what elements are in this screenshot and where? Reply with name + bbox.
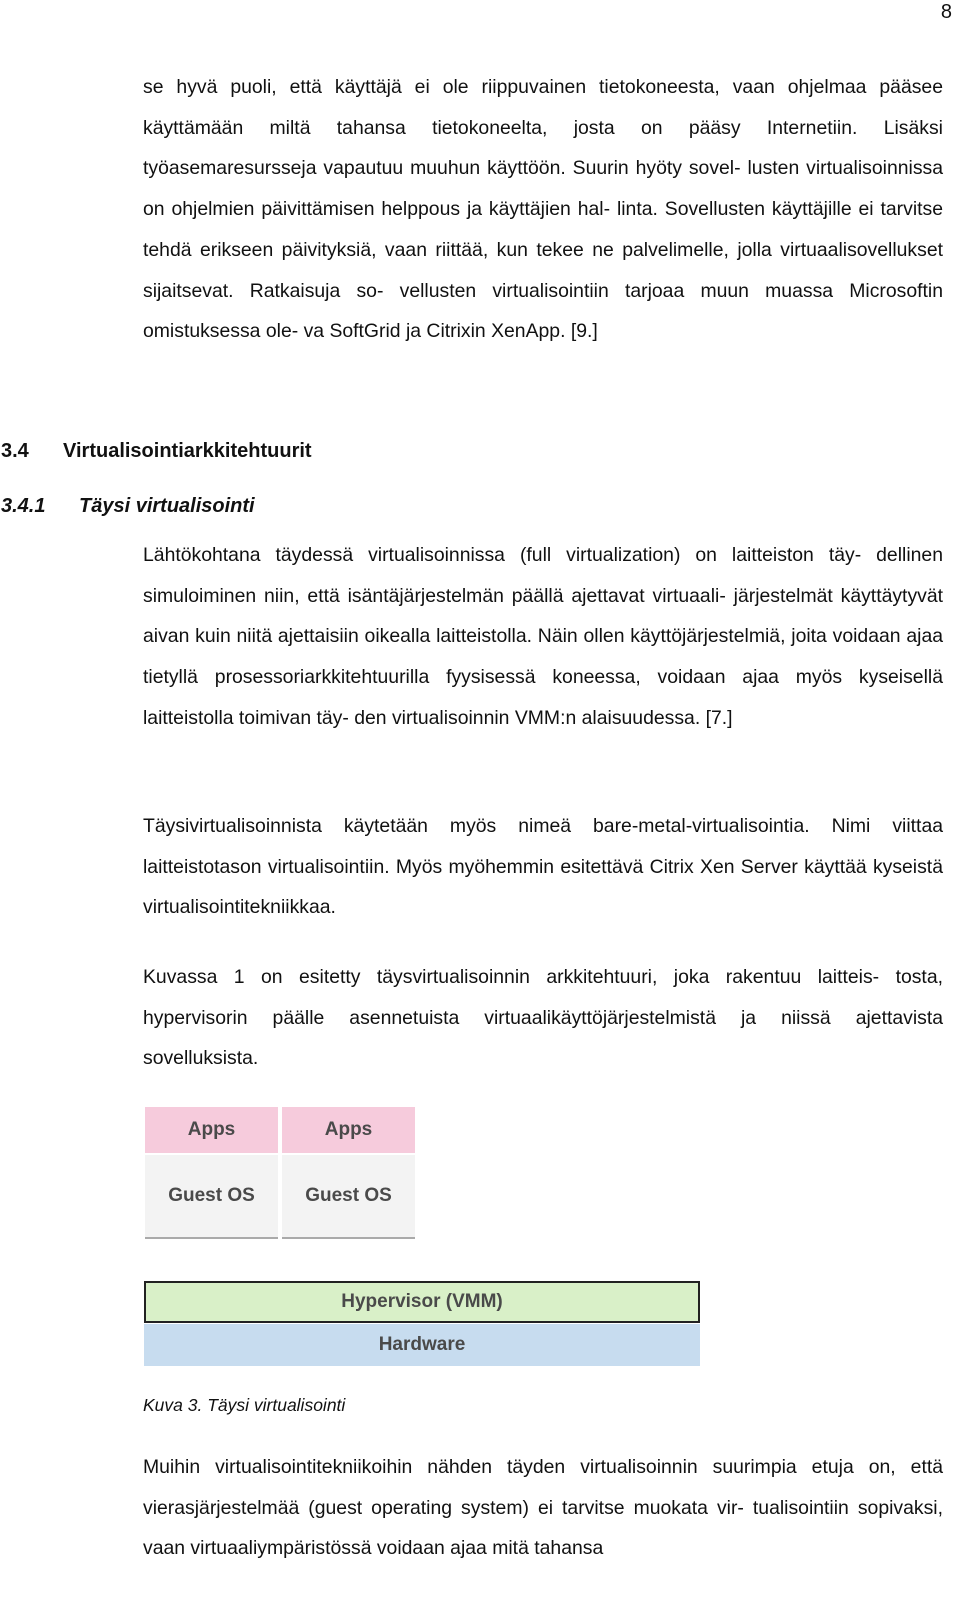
text-line: viittaa laitteistotason virtualisointiin. Myös myöhemmin esitettävä Citrix Xen [143, 815, 944, 878]
text-line: lusten virtualisoinnissa on ohjelmien päivittämisen helppous ja käyttäjien hal- [143, 157, 943, 221]
hypervisor-box [144, 1281, 700, 1323]
text-line: tosta, hypervisorin päälle asennetuista virtuaalikäyttöjärjestelmistä ja niissä [143, 966, 943, 1029]
text-line: vellusten virtualisointiin tarjoaa muun muassa Microsoftin omistuksessa ole- [143, 279, 943, 343]
text-line: tualisointiin sopivaksi, vaan virtuaaliympäristössä voidaan ajaa mitä tahansa [143, 1496, 943, 1560]
text-line: ollen käyttöjärjestelmiä, joita voidaan ajaa tietyllä prosessoriarkkitehtuurilla [143, 625, 944, 689]
text-line: Lisäksi työasemaresursseja vapautuu muuhun käyttöön. Suurin hyöty sovel- [143, 116, 943, 180]
hardware-box [144, 1324, 700, 1366]
guest-os-label-1: Guest OS [168, 1185, 255, 1206]
section-title: Virtualisointiarkkitehtuurit [63, 440, 312, 462]
text-line: Server käyttää kyseistä virtualisointitekniikkaa. [143, 855, 943, 919]
subsection-title: Täysi virtualisointi [79, 495, 255, 517]
guest-os-box-1 [145, 1155, 278, 1239]
page-number: 8 [940, 1, 952, 23]
apps-box-1 [145, 1107, 278, 1153]
text-line: Muihin virtualisointitekniikoihin nähden täyden virtualisoinnin suurimpia etuja [143, 1456, 854, 1478]
architecture-figure [143, 1105, 703, 1367]
guest-os-label-2: Guest OS [305, 1185, 392, 1206]
paragraph-advantages [143, 1447, 943, 1569]
paragraph-architecture [143, 957, 943, 1079]
text-line: kun tekee ne palvelimelle, jolla virtuaalisovellukset sijaitsevat. Ratkaisuja so- [143, 238, 943, 302]
paragraph-bare-metal [143, 806, 943, 928]
text-line: pääsee käyttämään miltä tahansa tietokoneelta, josta on pääsy Internetiin. [143, 76, 943, 139]
guest-os-box-2 [282, 1155, 415, 1239]
text-line: va SoftGrid ja Citrixin XenApp. [9.] [303, 320, 598, 343]
text-line: se hyvä puoli, että käyttäjä ei ole riippuvainen tietokoneesta, vaan ohjelmaa [143, 76, 867, 98]
apps-box-2 [282, 1107, 415, 1153]
text-line: on, että vierasjärjestelmää (guest operating system) ei tarvitse muokata vir- [143, 1456, 944, 1519]
hardware-label: Hardware [378, 1334, 466, 1355]
text-line: Täysivirtualisoinnista käytetään myös nimeä bare-metal-virtualisointia. Nimi [143, 815, 871, 837]
text-line: linta. Sovellusten käyttäjille ei tarvitse tehdä erikseen päivityksiä, vaan riittää, [143, 198, 943, 261]
text-line: dellinen simuloiminen niin, että isäntäjärjestelmän päällä ajettavat virtuaali- [143, 544, 943, 607]
apps-label-1: Apps [187, 1119, 236, 1140]
text-line: Lähtökohtana täydessä virtualisoinnissa (full virtualization) on laitteiston täy- [143, 544, 862, 566]
subsection-number: 3.4.1 [1, 495, 46, 517]
text-line: ajettavista sovelluksista. [143, 1006, 943, 1070]
section-number: 3.4 [1, 440, 29, 462]
text-line: järjestelmät käyttäytyvät aivan kuin niitä ajettaisiin oikealla laitteistolla. Näin [143, 584, 944, 648]
paragraph-full-virtualization [143, 535, 943, 739]
intro-paragraph [143, 67, 943, 352]
text-line: Kuvassa 1 on esitetty täysvirtualisoinnin arkkitehtuuri, joka rakentuu laitteis- [143, 966, 880, 988]
figure-caption: Kuva 3. Täysi virtualisointi [143, 1395, 346, 1415]
subsection-heading [1, 491, 255, 521]
text-line: den virtualisoinnin VMM:n alaisuudessa. [7.] [354, 706, 733, 729]
section-heading [1, 436, 312, 466]
hypervisor-label: Hypervisor (VMM) [341, 1291, 503, 1312]
apps-label-2: Apps [324, 1119, 373, 1140]
text-line: fyysisessä koneessa, voidaan ajaa myös kyseisellä laitteistolla toimivan täy- [143, 666, 943, 729]
